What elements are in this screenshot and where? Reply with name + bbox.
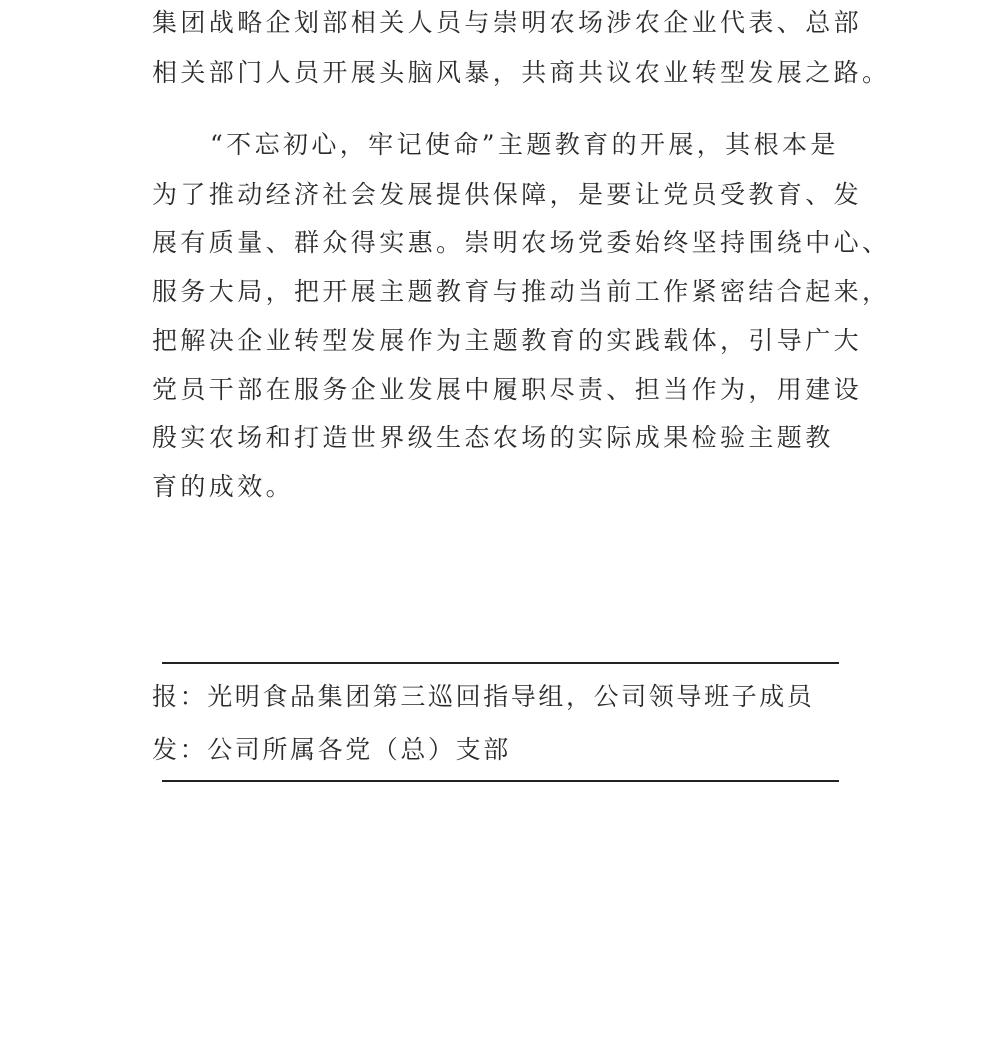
send-to-line: 发：公司所属各党（总）支部 <box>152 735 511 764</box>
report-to-line: 报：光明食品集团第三巡回指导组，公司领导班子成员 <box>152 682 815 711</box>
paragraph-line: 服务大局，把开展主题教育与推动当前工作紧密结合起来， <box>152 277 891 306</box>
paragraph-line: 党员干部在服务企业发展中履职尽责、担当作为，用建设 <box>152 375 863 404</box>
paragraph-line: 集团战略企划部相关人员与崇明农场涉农企业代表、总部 <box>152 8 863 37</box>
paragraph-line: 展有质量、群众得实惠。崇明农场党委始终坚持围绕中心、 <box>152 228 891 257</box>
bottom-divider <box>162 780 839 782</box>
paragraph-line: “不忘初心，牢记使命”主题教育的开展，其根本是 <box>210 130 839 159</box>
paragraph-line: 育的成效。 <box>152 472 295 501</box>
paragraph-line: 为了推动经济社会发展提供保障，是要让党员受教育、发 <box>152 180 863 209</box>
paragraph-line: 相关部门人员开展头脑风暴，共商共议农业转型发展之路。 <box>152 58 891 87</box>
top-divider <box>162 662 839 664</box>
paragraph-line: 把解决企业转型发展作为主题教育的实践载体，引导广大 <box>152 326 863 355</box>
paragraph-line: 殷实农场和打造世界级生态农场的实际成果检验主题教 <box>152 423 834 452</box>
